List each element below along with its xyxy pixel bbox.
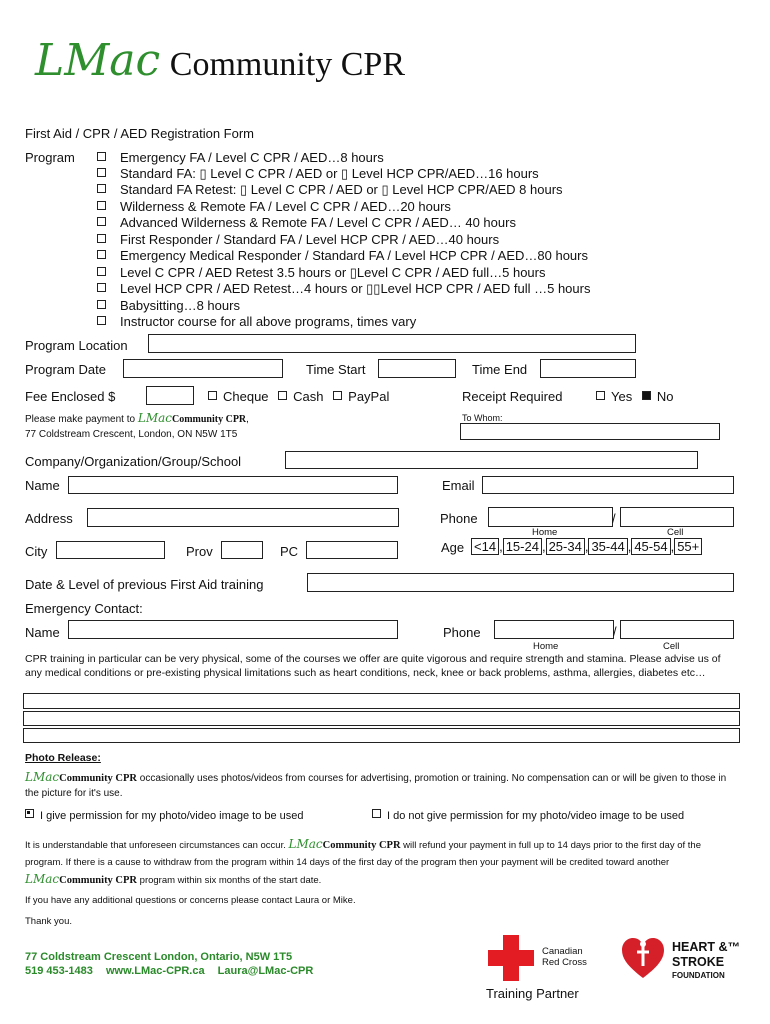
program-option-label: Level HCP CPR / AED Retest…4 hours or ▯▯Level HCP CPR / AED full …5 hours bbox=[120, 281, 591, 296]
name-input[interactable] bbox=[68, 476, 398, 494]
receipt-no-checkbox[interactable] bbox=[642, 391, 651, 400]
receipt-options bbox=[596, 389, 673, 404]
program-option bbox=[97, 215, 516, 230]
program-option bbox=[97, 281, 590, 297]
payment-suffix: , bbox=[246, 414, 249, 425]
program-checkbox[interactable] bbox=[97, 267, 106, 276]
city-label: City bbox=[25, 544, 48, 559]
age-separator: , bbox=[627, 539, 632, 554]
cash-label: Cash bbox=[293, 389, 324, 404]
program-option bbox=[97, 265, 546, 281]
photo-release-text bbox=[25, 770, 735, 801]
program-location-input[interactable] bbox=[148, 334, 636, 353]
ec-cell-caption: Cell bbox=[663, 641, 680, 652]
medical-input-line-1[interactable] bbox=[23, 693, 740, 709]
program-label: Program bbox=[25, 150, 75, 165]
photo-text: occasionally uses photos/videos from courses for advertising, promotion or training. No compensation can or will be given to those in the picture for it's use. bbox=[25, 773, 727, 799]
phone-home-caption: Home bbox=[532, 527, 558, 538]
program-date-input[interactable] bbox=[123, 359, 283, 378]
address-label: Address bbox=[25, 511, 73, 526]
receipt-required-label: Receipt Required bbox=[462, 389, 563, 404]
program-checkbox[interactable] bbox=[97, 168, 106, 177]
program-checkbox[interactable] bbox=[97, 250, 106, 259]
phone-home-input[interactable] bbox=[488, 507, 613, 527]
age-options bbox=[471, 538, 702, 555]
footer-phone: 519 453-1483 bbox=[25, 965, 93, 977]
photo-not-give-option bbox=[372, 809, 684, 822]
time-end-label: Time End bbox=[472, 362, 528, 377]
age-option[interactable]: <14 bbox=[471, 538, 499, 555]
program-option-label: Wilderness & Remote FA / Level C CPR / AED…20 hours bbox=[120, 199, 451, 214]
receipt-no-label: No bbox=[656, 389, 674, 404]
payment-methods bbox=[208, 389, 389, 404]
photo-release-heading: Photo Release: bbox=[25, 752, 101, 764]
email-label: Email bbox=[442, 478, 475, 493]
program-option-label: Emergency Medical Responder / Standard FA / Level HCP CPR / AED…80 hours bbox=[120, 248, 588, 263]
program-date-label: Program Date bbox=[25, 362, 106, 377]
fee-input[interactable] bbox=[146, 386, 194, 405]
refund-part1: It is understandable that unforeseen circumstances can occur. bbox=[25, 840, 286, 851]
footer-web[interactable]: www.LMac-CPR.ca bbox=[105, 965, 205, 977]
program-option-label: Advanced Wilderness & Remote FA / Level C CPR / AED… 40 hours bbox=[120, 215, 516, 230]
footer-contacts bbox=[25, 965, 313, 977]
ec-phone-home-input[interactable] bbox=[494, 620, 614, 639]
program-option bbox=[97, 298, 240, 313]
photo-give-option bbox=[25, 809, 304, 822]
ec-phone-slash: / bbox=[613, 624, 617, 639]
city-input[interactable] bbox=[56, 541, 165, 559]
to-whom-input[interactable] bbox=[460, 423, 720, 440]
program-option bbox=[97, 182, 563, 198]
age-option[interactable]: 25-34 bbox=[546, 538, 585, 555]
ec-phone-label: Phone bbox=[443, 625, 481, 640]
footer-email[interactable]: Laura@LMac-CPR bbox=[217, 965, 314, 977]
age-separator: , bbox=[541, 539, 546, 554]
footer-address: 77 Coldstream Crescent London, Ontario, N5W 1T5 bbox=[25, 951, 293, 963]
pc-label: PC bbox=[280, 544, 299, 559]
program-option-label: Babysitting…8 hours bbox=[120, 298, 240, 313]
logo-text: Community CPR bbox=[169, 46, 406, 83]
program-checkbox[interactable] bbox=[97, 234, 106, 243]
program-option bbox=[97, 232, 499, 247]
header-logo bbox=[35, 35, 405, 86]
medical-text: CPR training in particular can be very physical, some of the courses we offer are quite vigorous and require strength and stamina. Please advise us of any medical conditions or pre-existing physical limitations such as heart conditions, neck, knee or back problems, asthma, allergies, diabetes etc… bbox=[25, 653, 721, 679]
hs-line3: FOUNDATION bbox=[672, 971, 725, 980]
time-end-input[interactable] bbox=[540, 359, 636, 378]
refund-part2: will refund your payment in full up to 14 days prior to the first day of the program. If there is a cause to withdraw from the program within 14 days of the first day of the program then your payment will be credited toward another bbox=[25, 840, 701, 868]
program-checkbox[interactable] bbox=[97, 201, 106, 210]
receipt-yes-label: Yes bbox=[611, 389, 633, 404]
refund-logo-text-1: Community CPR bbox=[322, 840, 401, 851]
receipt-yes-checkbox[interactable] bbox=[596, 391, 605, 400]
payment-note bbox=[25, 411, 249, 425]
phone-cell-input[interactable] bbox=[620, 507, 734, 527]
refund-logo-script-2: LMac bbox=[25, 872, 60, 886]
payment-logo-script: LMac bbox=[137, 411, 172, 425]
thanks: Thank you. bbox=[25, 916, 72, 927]
refund-part3: program within six months of the start date. bbox=[139, 875, 322, 886]
time-start-label: Time Start bbox=[306, 362, 366, 377]
age-option[interactable]: 35-44 bbox=[588, 538, 627, 555]
age-label: Age bbox=[441, 540, 465, 555]
refund-logo-script-1: LMac bbox=[288, 837, 323, 851]
medical-input-line-3[interactable] bbox=[23, 728, 740, 743]
phone-cell-caption: Cell bbox=[667, 527, 684, 538]
payment-logo-text: Community CPR bbox=[171, 414, 247, 425]
email-input[interactable] bbox=[482, 476, 734, 494]
phone-label: Phone bbox=[440, 511, 478, 526]
photo-not-give-checkbox[interactable] bbox=[372, 809, 381, 818]
name-label: Name bbox=[25, 478, 60, 493]
emergency-contact-label: Emergency Contact: bbox=[25, 601, 143, 616]
address-input[interactable] bbox=[87, 508, 399, 527]
program-checkbox[interactable] bbox=[97, 316, 106, 325]
program-option bbox=[97, 150, 384, 165]
program-option-label: Emergency FA / Level C CPR / AED…8 hours bbox=[120, 150, 384, 165]
program-option-label: First Responder / Standard FA / Level HCP CPR / AED…40 hours bbox=[120, 232, 500, 247]
age-separator: , bbox=[584, 539, 589, 554]
to-whom-label: To Whom: bbox=[462, 413, 503, 423]
heart-stroke-icon bbox=[620, 936, 666, 980]
cash-checkbox[interactable] bbox=[278, 391, 287, 400]
photo-give-checkbox[interactable] bbox=[25, 809, 34, 818]
photo-logo-script: LMac bbox=[25, 770, 60, 784]
program-checkbox[interactable] bbox=[97, 300, 106, 309]
prov-input[interactable] bbox=[221, 541, 263, 559]
training-partner: Training Partner bbox=[486, 986, 579, 1001]
time-start-input[interactable] bbox=[378, 359, 456, 378]
phone-slash: / bbox=[612, 511, 616, 526]
hs-line2: STROKE bbox=[672, 955, 725, 969]
ec-name-label: Name bbox=[25, 625, 60, 640]
logo-script: LMac bbox=[35, 35, 161, 86]
payment-address: 77 Coldstream Crescent, London, ON N5W 1T5 bbox=[25, 429, 238, 440]
program-checkbox[interactable] bbox=[97, 283, 106, 292]
program-option bbox=[97, 166, 539, 182]
age-option[interactable]: 15-24 bbox=[503, 538, 542, 555]
program-option bbox=[97, 248, 588, 263]
prev-training-label: Date & Level of previous First Aid training bbox=[25, 577, 264, 592]
form-title: First Aid / CPR / AED Registration Form bbox=[25, 126, 255, 141]
company-label: Company/Organization/Group/School bbox=[25, 454, 242, 469]
program-location-label: Program Location bbox=[25, 338, 128, 353]
paypal-checkbox[interactable] bbox=[333, 391, 342, 400]
ec-home-caption: Home bbox=[533, 641, 559, 652]
program-checkbox[interactable] bbox=[97, 184, 106, 193]
refund-text bbox=[25, 836, 735, 889]
red-cross-icon-horizontal bbox=[488, 950, 534, 966]
cheque-checkbox[interactable] bbox=[208, 391, 217, 400]
program-option bbox=[97, 199, 451, 214]
hs-line1: HEART &™ bbox=[672, 940, 741, 954]
cheque-label: Cheque bbox=[223, 389, 269, 404]
photo-give-label: I give permission for my photo/video image to be used bbox=[40, 810, 304, 822]
program-checkbox[interactable] bbox=[97, 152, 106, 161]
ec-name-input[interactable] bbox=[68, 620, 398, 639]
rc-line1: Canadian bbox=[542, 946, 583, 957]
program-checkbox[interactable] bbox=[97, 217, 106, 226]
program-option bbox=[97, 314, 416, 329]
ec-phone-cell-input[interactable] bbox=[620, 620, 734, 639]
paypal-label: PayPal bbox=[348, 389, 390, 404]
photo-not-give-label: I do not give permission for my photo/video image to be used bbox=[387, 810, 685, 822]
age-separator: , bbox=[670, 539, 675, 554]
age-option[interactable]: 55+ bbox=[674, 538, 702, 555]
payment-prefix: Please make payment to bbox=[25, 414, 136, 425]
age-option[interactable]: 45-54 bbox=[631, 538, 670, 555]
rc-line2: Red Cross bbox=[542, 957, 587, 968]
photo-logo-text: Community CPR bbox=[59, 773, 138, 784]
medical-input-line-2[interactable] bbox=[23, 711, 740, 726]
program-option-label: Instructor course for all above programs, times vary bbox=[120, 314, 417, 329]
refund-logo-text-2: Community CPR bbox=[59, 875, 138, 886]
program-option-label: Standard FA: ▯ Level C CPR / AED or ▯ Level HCP CPR/AED…16 hours bbox=[120, 166, 539, 181]
pc-input[interactable] bbox=[306, 541, 398, 559]
contact-note: If you have any additional questions or concerns please contact Laura or Mike. bbox=[25, 895, 356, 906]
company-input[interactable] bbox=[285, 451, 698, 469]
program-option-label: Level C CPR / AED Retest 3.5 hours or ▯Level C CPR / AED full…5 hours bbox=[120, 265, 546, 280]
fee-enclosed-label: Fee Enclosed $ bbox=[25, 389, 116, 404]
prov-label: Prov bbox=[186, 544, 213, 559]
age-separator: , bbox=[499, 539, 503, 554]
program-option-label: Standard FA Retest: ▯ Level C CPR / AED or ▯ Level HCP CPR/AED 8 hours bbox=[120, 182, 563, 197]
prev-training-input[interactable] bbox=[307, 573, 734, 592]
